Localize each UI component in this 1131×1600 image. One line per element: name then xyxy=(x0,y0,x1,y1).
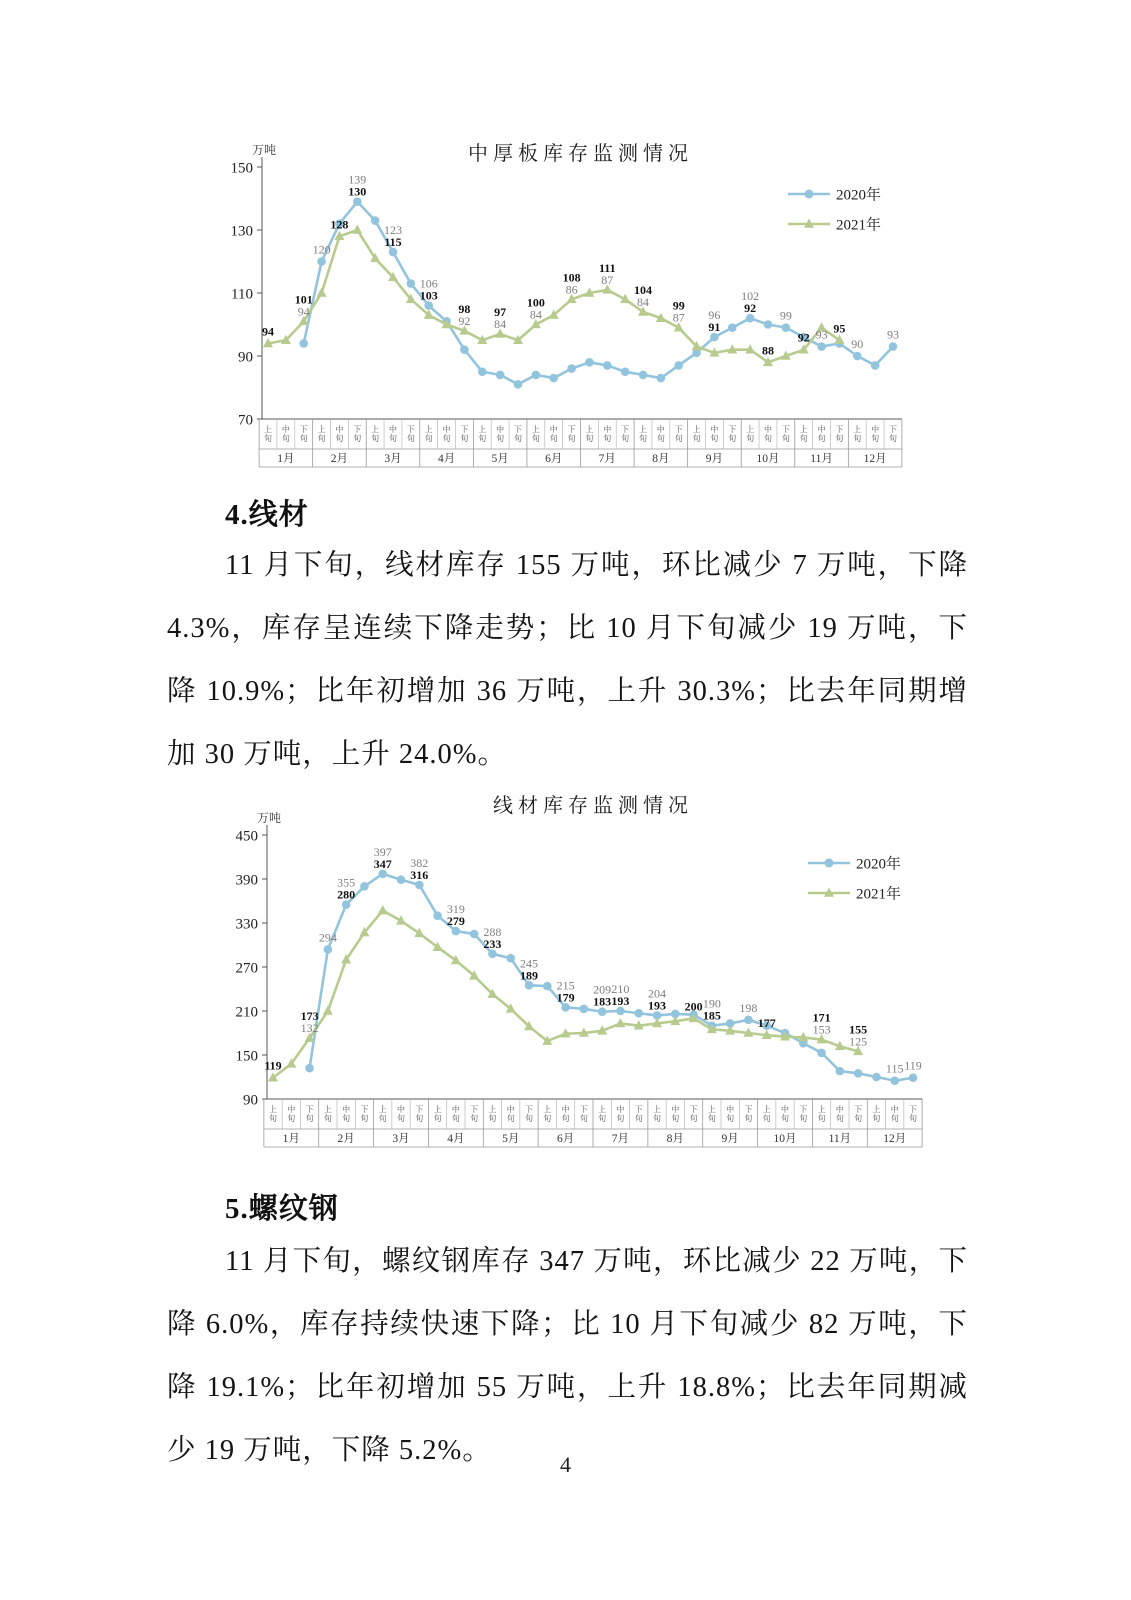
svg-text:104: 104 xyxy=(634,282,652,297)
x-tick-period-label: 上旬 xyxy=(585,425,594,443)
x-tick-month-label: 3月 xyxy=(384,453,402,465)
data-point-circle xyxy=(782,323,791,332)
data-point-circle xyxy=(603,361,612,370)
y-tick-label: 270 xyxy=(235,960,258,977)
x-tick-month-label: 5月 xyxy=(502,1133,520,1145)
svg-text:102: 102 xyxy=(741,289,760,304)
y-tick-label: 90 xyxy=(243,1092,258,1109)
svg-text:115: 115 xyxy=(885,1061,904,1076)
data-point-circle xyxy=(854,1069,863,1078)
x-tick-period-label: 中旬 xyxy=(764,425,772,443)
y-tick-label: 110 xyxy=(231,286,253,303)
data-point-triangle xyxy=(317,288,327,297)
svg-text:319: 319 xyxy=(446,902,465,917)
legend-label: 2020年 xyxy=(856,856,902,873)
x-tick-period-label: 下旬 xyxy=(360,1105,369,1123)
x-tick-period-label: 下旬 xyxy=(579,1105,588,1123)
data-point-circle xyxy=(532,371,541,380)
x-tick-period-label: 中旬 xyxy=(616,1105,625,1123)
x-tick-period-label: 上旬 xyxy=(371,425,380,443)
data-point-circle xyxy=(889,342,898,351)
data-point-circle xyxy=(634,1009,643,1018)
x-tick-period-label: 中旬 xyxy=(389,425,397,443)
data-point-circle xyxy=(853,352,862,361)
svg-text:86: 86 xyxy=(565,282,578,297)
svg-text:97: 97 xyxy=(494,304,507,319)
svg-text:95: 95 xyxy=(833,321,846,336)
svg-text:210: 210 xyxy=(611,982,630,996)
x-tick-month-label: 1月 xyxy=(277,453,295,465)
x-tick-month-label: 7月 xyxy=(611,1133,630,1145)
chart-title: 线材库存监测情况 xyxy=(493,795,693,817)
data-point-circle xyxy=(514,380,523,389)
svg-text:279: 279 xyxy=(446,914,465,929)
chart-wire-rod-inventory xyxy=(225,780,925,1152)
x-tick-period-label: 上旬 xyxy=(762,1105,771,1123)
section-heading-wire-rod: 4.线材 xyxy=(225,499,309,531)
data-point-triangle xyxy=(834,335,844,344)
y-tick-label: 90 xyxy=(238,349,253,366)
x-tick-month-label: 6月 xyxy=(556,1133,575,1145)
page-number: 4 xyxy=(560,1452,571,1477)
data-point-circle xyxy=(305,1064,314,1073)
data-point-circle xyxy=(580,1005,589,1014)
svg-text:84: 84 xyxy=(494,316,507,331)
svg-text:189: 189 xyxy=(520,968,538,983)
x-tick-month-label: 12月 xyxy=(883,1133,907,1145)
x-tick-month-label: 12月 xyxy=(863,453,887,465)
x-tick-month-label: 9月 xyxy=(705,453,724,465)
svg-text:119: 119 xyxy=(264,1058,282,1073)
data-point-circle xyxy=(470,930,479,939)
x-tick-period-label: 上旬 xyxy=(433,1105,442,1123)
svg-text:84: 84 xyxy=(529,307,542,322)
y-axis-unit: 万吨 xyxy=(257,811,282,825)
data-point-circle xyxy=(817,1049,826,1058)
x-tick-month-label: 4月 xyxy=(437,453,456,465)
y-tick-label: 150 xyxy=(230,160,253,177)
legend-label: 2021年 xyxy=(856,886,902,903)
svg-text:193: 193 xyxy=(648,998,666,1013)
svg-text:92: 92 xyxy=(797,330,810,345)
section-paragraph-rebar: 11 月下旬，螺纹钢库存 347 万吨，环比减少 22 万吨，下降 6.0%，库存持续快速下降；比 10 月下旬减少 82 万吨，下降 19.1%；比年初增加 55 万吨，上升 18.8%；比去年同期减少 19 万吨，下降 5.2%。 xyxy=(167,1246,968,1466)
data-point-circle xyxy=(674,361,683,370)
svg-text:101: 101 xyxy=(294,292,313,307)
chart-title: 中厚板库存监测情况 xyxy=(468,143,693,165)
svg-text:91: 91 xyxy=(708,320,721,335)
x-tick-period-label: 下旬 xyxy=(728,425,737,443)
x-tick-period-label: 下旬 xyxy=(799,1105,808,1123)
x-tick-period-label: 下旬 xyxy=(854,1105,863,1123)
x-tick-period-label: 上旬 xyxy=(424,425,433,443)
x-tick-period-label: 中旬 xyxy=(397,1105,405,1123)
svg-text:397: 397 xyxy=(373,844,392,859)
x-tick-period-label: 上旬 xyxy=(817,1105,826,1123)
svg-text:177: 177 xyxy=(757,1016,776,1031)
svg-text:179: 179 xyxy=(556,990,575,1005)
x-tick-period-label: 下旬 xyxy=(674,425,683,443)
svg-text:119: 119 xyxy=(904,1058,922,1073)
x-tick-period-label: 中旬 xyxy=(506,1105,515,1123)
svg-text:204: 204 xyxy=(648,986,666,1001)
x-tick-period-label: 下旬 xyxy=(353,425,362,443)
x-tick-period-label: 中旬 xyxy=(281,425,290,443)
x-tick-month-label: 6月 xyxy=(545,453,563,465)
svg-text:87: 87 xyxy=(601,272,614,287)
x-tick-period-label: 上旬 xyxy=(707,1105,716,1123)
svg-text:120: 120 xyxy=(312,242,331,257)
x-tick-period-label: 上旬 xyxy=(323,1105,332,1123)
svg-text:198: 198 xyxy=(739,1000,758,1015)
x-tick-period-label: 下旬 xyxy=(889,425,897,443)
axes xyxy=(236,794,923,1147)
svg-text:215: 215 xyxy=(556,978,575,993)
x-tick-month-label: 11月 xyxy=(828,1133,852,1145)
data-point-circle xyxy=(764,320,773,329)
data-point-circle xyxy=(360,882,369,891)
svg-text:115: 115 xyxy=(384,235,402,250)
svg-text:355: 355 xyxy=(337,875,356,890)
data-point-circle xyxy=(836,1067,845,1076)
data-point-circle xyxy=(478,367,487,376)
x-tick-period-label: 下旬 xyxy=(525,1105,533,1123)
data-point-circle xyxy=(433,911,442,920)
svg-text:280: 280 xyxy=(337,887,356,902)
legend-label: 2021年 xyxy=(836,217,882,234)
x-tick-period-label: 下旬 xyxy=(689,1105,698,1123)
x-tick-period-label: 下旬 xyxy=(909,1105,917,1123)
x-tick-period-label: 上旬 xyxy=(264,425,272,443)
legend xyxy=(788,186,881,234)
series-2020年 xyxy=(305,867,917,1085)
y-tick-label: 330 xyxy=(235,916,258,933)
data-point-circle xyxy=(585,358,594,367)
x-tick-period-label: 中旬 xyxy=(781,1105,789,1123)
svg-text:84: 84 xyxy=(637,294,649,309)
svg-text:233: 233 xyxy=(483,936,502,951)
y-tick-label: 150 xyxy=(235,1048,258,1065)
x-tick-period-label: 上旬 xyxy=(598,1105,607,1123)
svg-text:96: 96 xyxy=(708,308,721,323)
x-tick-period-label: 下旬 xyxy=(567,425,576,443)
y-tick-label: 70 xyxy=(238,412,253,429)
data-point-circle xyxy=(496,371,505,380)
data-point-circle xyxy=(872,1073,881,1082)
x-tick-period-label: 中旬 xyxy=(451,1105,460,1123)
svg-text:153: 153 xyxy=(812,1022,831,1037)
x-tick-period-label: 中旬 xyxy=(561,1105,570,1123)
svg-text:111: 111 xyxy=(598,260,616,275)
x-tick-month-label: 10月 xyxy=(773,1133,797,1145)
x-tick-month-label: 8月 xyxy=(652,453,670,465)
x-tick-month-label: 1月 xyxy=(282,1133,300,1145)
svg-text:245: 245 xyxy=(520,956,538,971)
x-tick-period-label: 上旬 xyxy=(639,425,647,443)
x-tick-month-label: 10月 xyxy=(756,453,780,465)
x-tick-period-label: 上旬 xyxy=(488,1105,497,1123)
x-tick-month-label: 4月 xyxy=(447,1133,465,1145)
x-tick-period-label: 上旬 xyxy=(653,1105,661,1123)
svg-text:185: 185 xyxy=(702,1008,721,1023)
x-tick-month-label: 2月 xyxy=(330,453,349,465)
legend-circle-marker xyxy=(825,859,834,868)
svg-text:94: 94 xyxy=(297,304,310,319)
x-tick-period-label: 中旬 xyxy=(342,1105,351,1123)
svg-text:294: 294 xyxy=(318,930,337,945)
data-point-circle xyxy=(543,982,552,991)
data-point-circle xyxy=(817,342,826,351)
x-tick-period-label: 下旬 xyxy=(470,1105,479,1123)
x-tick-period-label: 上旬 xyxy=(692,425,701,443)
svg-text:139: 139 xyxy=(348,172,367,187)
x-tick-period-label: 上旬 xyxy=(478,425,487,443)
svg-text:155: 155 xyxy=(849,1022,868,1037)
svg-text:288: 288 xyxy=(483,924,502,939)
svg-text:88: 88 xyxy=(762,343,774,358)
svg-text:100: 100 xyxy=(526,295,545,310)
x-tick-period-label: 上旬 xyxy=(543,1105,552,1123)
x-tick-period-label: 中旬 xyxy=(671,1105,680,1123)
data-point-circle xyxy=(397,875,406,884)
y-tick-label: 390 xyxy=(235,872,258,889)
svg-text:92: 92 xyxy=(458,313,471,328)
data-point-circle xyxy=(567,364,576,373)
y-tick-label: 130 xyxy=(230,223,253,240)
y-tick-label: 210 xyxy=(235,1004,258,1021)
data-point-circle xyxy=(324,945,333,954)
chart-medium-plate-inventory xyxy=(225,130,925,472)
data-point-circle xyxy=(299,339,308,348)
svg-text:93: 93 xyxy=(815,327,828,342)
data-point-circle xyxy=(460,345,469,354)
x-tick-period-label: 中旬 xyxy=(335,425,344,443)
x-tick-period-label: 下旬 xyxy=(460,425,469,443)
data-point-circle xyxy=(639,371,648,380)
x-tick-month-label: 3月 xyxy=(392,1133,410,1145)
section-paragraph-wire-rod: 11 月下旬，线材库存 155 万吨，环比减少 7 万吨，下降 4.3%，库存呈连续下降走势；比 10 月下旬减少 19 万吨，下降 10.9%；比年初增加 36 万吨，上升 30.3%；比去年同期增加 30 万吨，上升 24.0%。 xyxy=(167,550,968,770)
svg-text:171: 171 xyxy=(812,1010,831,1025)
x-tick-period-label: 中旬 xyxy=(817,425,826,443)
svg-text:103: 103 xyxy=(419,288,438,303)
data-point-circle xyxy=(371,216,380,225)
svg-text:132: 132 xyxy=(300,1021,319,1036)
legend-circle-marker xyxy=(805,190,814,199)
data-point-triangle xyxy=(323,1006,333,1015)
svg-text:99: 99 xyxy=(779,308,792,323)
svg-text:125: 125 xyxy=(849,1034,868,1049)
x-tick-period-label: 中旬 xyxy=(726,1105,735,1123)
legend xyxy=(808,855,901,903)
svg-text:123: 123 xyxy=(384,223,402,238)
svg-text:92: 92 xyxy=(744,301,757,316)
x-tick-period-label: 上旬 xyxy=(378,1105,387,1123)
svg-text:190: 190 xyxy=(702,996,721,1011)
data-point-circle xyxy=(890,1076,899,1085)
x-tick-period-label: 下旬 xyxy=(299,425,308,443)
data-point-circle xyxy=(549,374,558,383)
svg-text:382: 382 xyxy=(410,855,429,870)
section-heading-rebar: 5.螺纹钢 xyxy=(225,1193,339,1225)
x-tick-period-label: 中旬 xyxy=(890,1105,899,1123)
data-point-circle xyxy=(728,323,737,332)
x-tick-period-label: 下旬 xyxy=(621,425,630,443)
y-tick-label: 450 xyxy=(235,828,258,845)
svg-text:193: 193 xyxy=(611,994,630,1008)
svg-text:90: 90 xyxy=(851,337,864,351)
x-tick-period-label: 上旬 xyxy=(531,425,540,443)
data-point-circle xyxy=(909,1073,918,1082)
data-point-circle xyxy=(871,361,880,370)
svg-text:108: 108 xyxy=(562,270,581,285)
data-point-circle xyxy=(506,954,515,963)
svg-text:94: 94 xyxy=(262,324,274,339)
x-tick-period-label: 下旬 xyxy=(781,425,790,443)
svg-text:99: 99 xyxy=(672,298,685,313)
x-tick-period-label: 中旬 xyxy=(871,425,880,443)
x-tick-period-label: 上旬 xyxy=(799,425,808,443)
x-tick-period-label: 中旬 xyxy=(496,425,505,443)
data-point-triangle xyxy=(352,225,362,234)
x-tick-period-label: 中旬 xyxy=(835,1105,844,1123)
x-tick-period-label: 下旬 xyxy=(744,1105,753,1123)
x-tick-period-label: 上旬 xyxy=(872,1105,881,1123)
svg-text:98: 98 xyxy=(458,301,471,316)
x-tick-month-label: 11月 xyxy=(810,453,833,465)
svg-text:183: 183 xyxy=(593,994,612,1009)
svg-text:209: 209 xyxy=(593,982,612,997)
x-tick-period-label: 下旬 xyxy=(514,425,522,443)
legend-label: 2020年 xyxy=(836,187,882,204)
x-tick-period-label: 中旬 xyxy=(549,425,558,443)
svg-text:106: 106 xyxy=(419,276,438,291)
svg-text:347: 347 xyxy=(373,856,392,871)
x-tick-period-label: 上旬 xyxy=(853,425,862,443)
svg-text:93: 93 xyxy=(887,327,899,342)
x-tick-period-label: 中旬 xyxy=(603,425,612,443)
x-tick-period-label: 下旬 xyxy=(415,1105,424,1123)
svg-text:200: 200 xyxy=(684,999,703,1014)
x-tick-period-label: 下旬 xyxy=(634,1105,643,1123)
svg-text:130: 130 xyxy=(348,184,367,199)
x-tick-month-label: 8月 xyxy=(666,1133,684,1145)
x-tick-period-label: 中旬 xyxy=(287,1105,296,1123)
x-tick-period-label: 中旬 xyxy=(442,425,451,443)
x-tick-month-label: 2月 xyxy=(337,1133,355,1145)
x-tick-period-label: 上旬 xyxy=(317,425,326,443)
svg-text:128: 128 xyxy=(330,217,349,232)
data-point-circle xyxy=(657,374,666,383)
svg-text:173: 173 xyxy=(300,1009,319,1024)
x-tick-period-label: 上旬 xyxy=(746,425,755,443)
data-point-triangle xyxy=(378,905,388,914)
svg-text:87: 87 xyxy=(672,310,685,325)
x-tick-period-label: 下旬 xyxy=(305,1105,314,1123)
data-point-circle xyxy=(317,257,326,266)
data-point-circle xyxy=(744,1016,753,1025)
x-tick-period-label: 下旬 xyxy=(835,425,844,443)
x-tick-month-label: 5月 xyxy=(491,453,509,465)
x-tick-period-label: 中旬 xyxy=(656,425,665,443)
x-tick-period-label: 上旬 xyxy=(269,1105,277,1123)
x-tick-period-label: 中旬 xyxy=(710,425,719,443)
data-point-circle xyxy=(407,279,416,288)
y-axis-unit: 万吨 xyxy=(252,143,277,157)
x-tick-period-label: 下旬 xyxy=(406,425,415,443)
data-point-circle xyxy=(621,367,630,376)
x-tick-month-label: 9月 xyxy=(721,1133,739,1145)
x-tick-month-label: 7月 xyxy=(598,453,616,465)
svg-text:316: 316 xyxy=(410,867,429,882)
